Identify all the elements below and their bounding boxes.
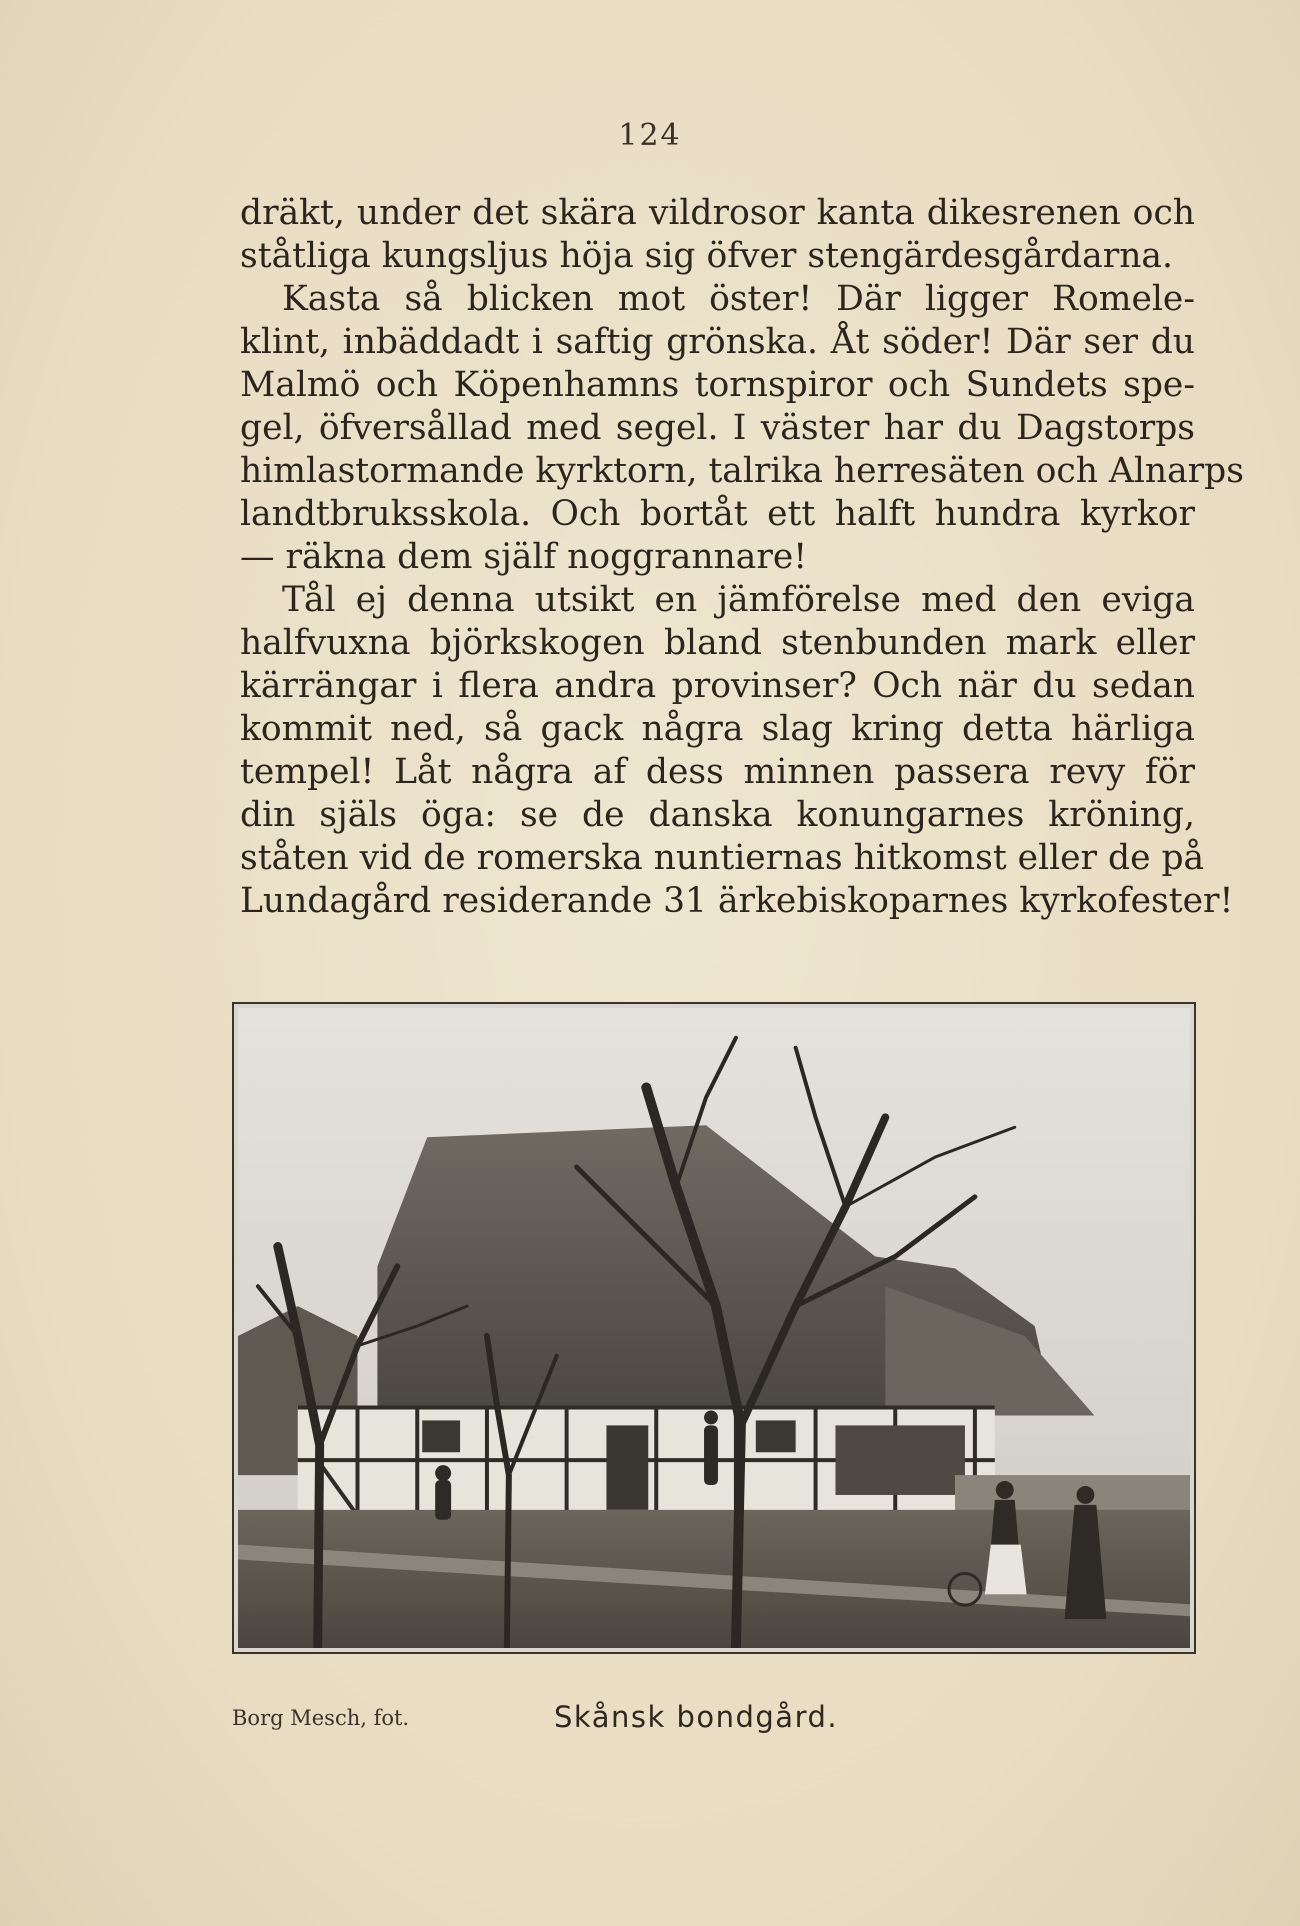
text-line: Lundagård residerande 31 ärkebiskoparnes kyrkofester!	[240, 881, 1234, 921]
window	[422, 1420, 460, 1452]
text-line: klint, inbäddadt i saftig grönska. Åt söder! Där ser du	[240, 322, 1195, 362]
text-line: halfvuxna björkskogen bland stenbunden mark eller	[240, 623, 1195, 663]
page-number: 124	[618, 118, 682, 153]
text-line: himlastormande kyrktorn, talrika herresäten och Alnarps	[240, 451, 1244, 491]
text-line: kommit ned, så gack några slag kring detta härliga	[240, 709, 1195, 749]
text-line: Malmö och Köpenhamns tornspiror och Sundets spe-	[240, 365, 1195, 405]
text-line: gel, öfversållad med segel. I väster har du Dagstorps	[240, 408, 1195, 448]
text-line: — räkna dem själf noggrannare!	[240, 537, 808, 577]
text-line: din själs öga: se de danska konungarnes kröning,	[240, 795, 1195, 835]
fence	[955, 1475, 1190, 1515]
text-line: Tål ej denna utsikt en jämförelse med den eviga	[282, 580, 1195, 620]
window	[756, 1420, 796, 1452]
doorway	[606, 1425, 648, 1509]
apron	[985, 1545, 1027, 1595]
farmhouse-photograph	[232, 1002, 1196, 1654]
text-line: Kasta så blicken mot öster! Där ligger Romele-	[282, 279, 1195, 319]
shed	[835, 1425, 964, 1495]
text-line: landtbruksskola. Och bortåt ett halft hundra kyrkor	[240, 494, 1195, 534]
text-line: ståten vid de romerska nuntiernas hitkomst eller de på	[240, 838, 1205, 878]
body-text	[240, 192, 1244, 923]
figure-caption: Skånsk bondgård.	[554, 1700, 839, 1734]
text-line: ståtliga kungsljus höja sig öfver stengärdesgårdarna.	[240, 236, 1173, 276]
farmhouse-illustration	[238, 1008, 1190, 1648]
text-line: dräkt, under det skära vildrosor kanta dikesrenen och	[240, 193, 1195, 233]
text-line: kärrängar i flera andra provinser? Och när du sedan	[240, 666, 1195, 706]
photo-credit: Borg Mesch, fot.	[232, 1706, 410, 1730]
text-line: tempel! Låt några af dess minnen passera revy för	[240, 752, 1195, 792]
